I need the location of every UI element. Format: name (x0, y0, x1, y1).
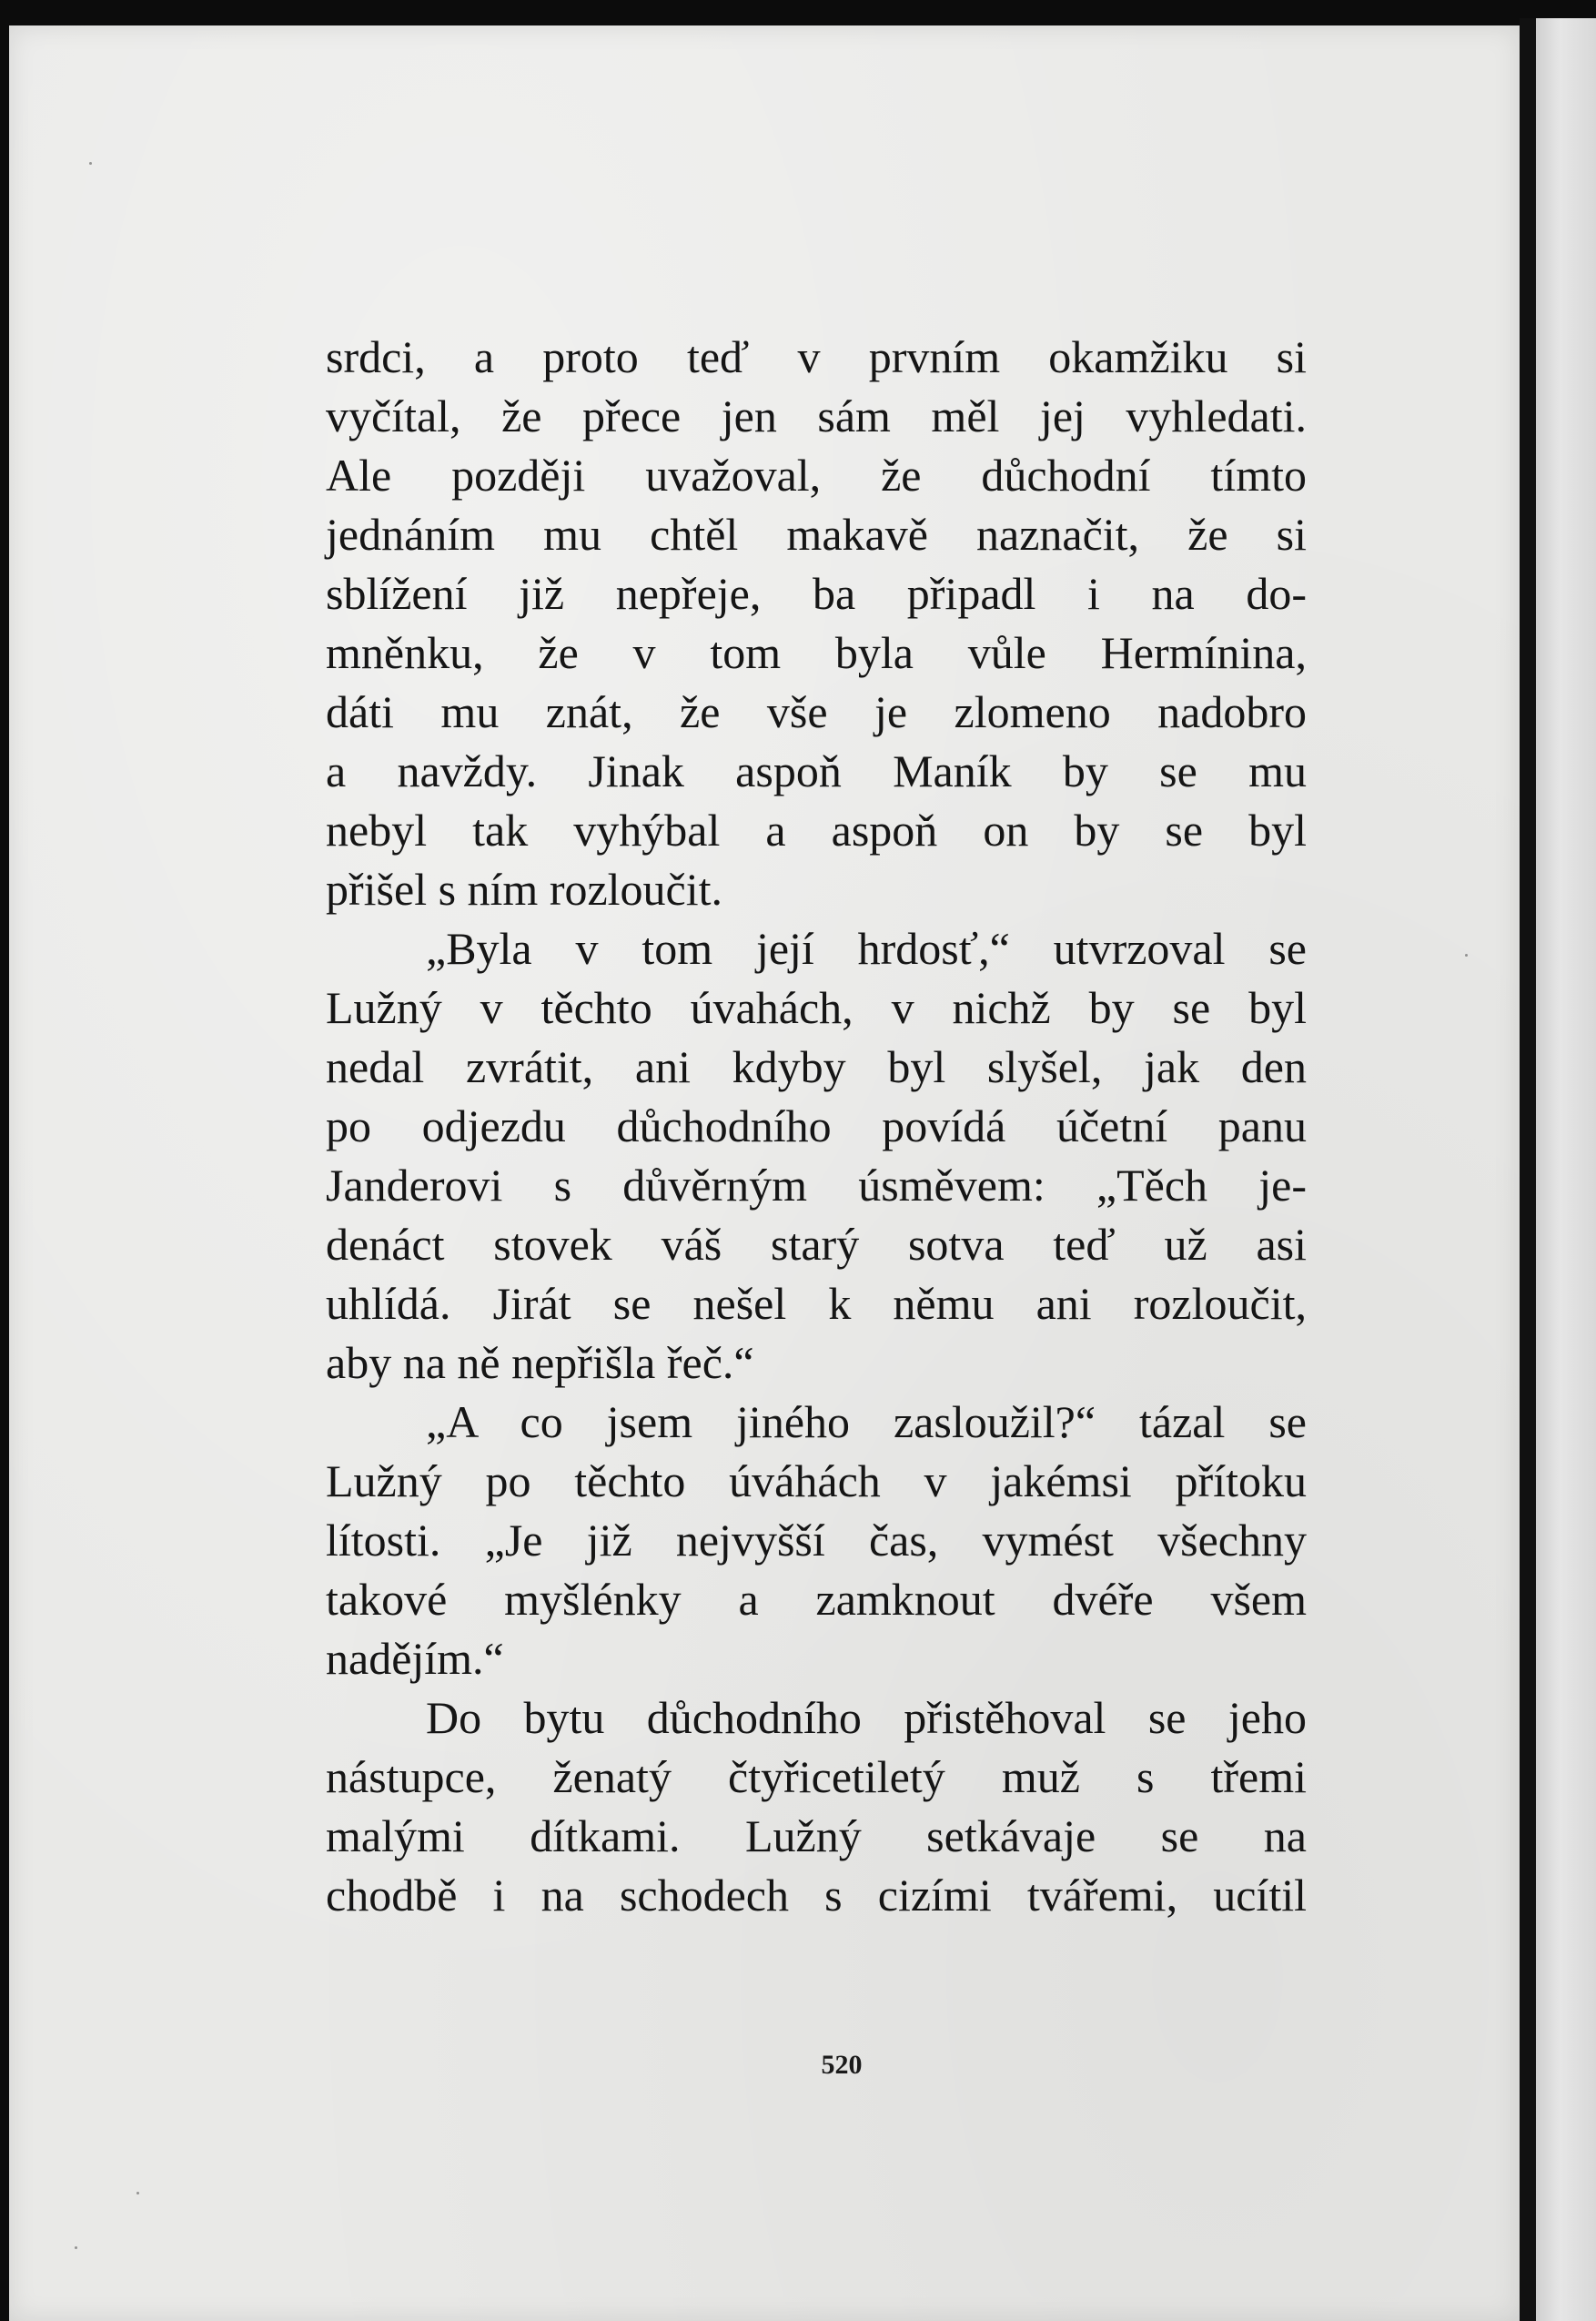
text-line: Do bytu důchodního přistěhoval se jeho (426, 1692, 1307, 1743)
text-line: Janderovi s důvěrným úsměvem: „Těch je- (326, 1160, 1307, 1211)
text-line: nástupce, ženatý čtyřicetiletý muž s třemi (326, 1751, 1307, 1802)
text-line: srdci, a proto teď v prvním okamžiku si (326, 331, 1307, 382)
text-line: aby na ně nepřišla řeč.“ (326, 1337, 754, 1388)
text-line: a navždy. Jinak aspoň Maník by se mu (326, 745, 1307, 796)
text-line: nebyl tak vyhýbal a aspoň on by se byl (326, 805, 1307, 856)
text-line: takové myšlénky a zamknout dvéře všem (326, 1574, 1307, 1625)
text-line: vyčítal, že přece jen sám měl jej vyhledati. (326, 390, 1307, 441)
text-line: Lužný v těchto úvahách, v nichž by se byl (326, 982, 1307, 1033)
text-line: nedal zvrátit, ani kdyby byl slyšel, jak den (326, 1041, 1307, 1092)
text-line: malými dítkami. Lužný setkávaje se na (326, 1810, 1307, 1861)
text-line: nadějím.“ (326, 1633, 504, 1684)
text-line: Lužný po těchto úváhách v jakémsi přítoku (326, 1455, 1307, 1506)
text-line: „A co jsem jiného zasloužil?“ tázal se (426, 1396, 1307, 1447)
text-line: lítosti. „Je již nejvyšší čas, vymést všechny (326, 1515, 1307, 1566)
text-line: jednáním mu chtěl makavě naznačit, že si (326, 509, 1307, 560)
text-line: uhlídá. Jirát se nešel k němu ani rozloučit, (326, 1278, 1307, 1329)
paper-speck (1465, 954, 1468, 957)
body-text (326, 328, 1307, 1925)
paper-speck (75, 2246, 77, 2249)
adjacent-page-edge (1536, 18, 1596, 2321)
text-line: dáti mu znát, že vše je zlomeno nadobro (326, 686, 1307, 737)
text-line: sblížení již nepřeje, ba připadl i na do- (326, 568, 1307, 619)
paper-speck (89, 162, 92, 165)
page-gutter (1520, 18, 1536, 2321)
text-line: chodbě i na schodech s cizími tvářemi, ucítil (326, 1870, 1307, 1921)
text-line: mněnku, že v tom byla vůle Hermínina, (326, 627, 1307, 678)
text-line: „Byla v tom její hrdosť,“ utvrzoval se (426, 923, 1307, 974)
text-line: Ale později uvažoval, že důchodní tímto (326, 450, 1307, 501)
page-number: 520 (821, 2050, 863, 2080)
text-line: po odjezdu důchodního povídá účetní panu (326, 1100, 1307, 1151)
paper-speck (136, 2192, 139, 2194)
text-line: denáct stovek váš starý sotva teď už asi (326, 1219, 1307, 1270)
text-line: přišel s ním rozloučit. (326, 864, 723, 915)
